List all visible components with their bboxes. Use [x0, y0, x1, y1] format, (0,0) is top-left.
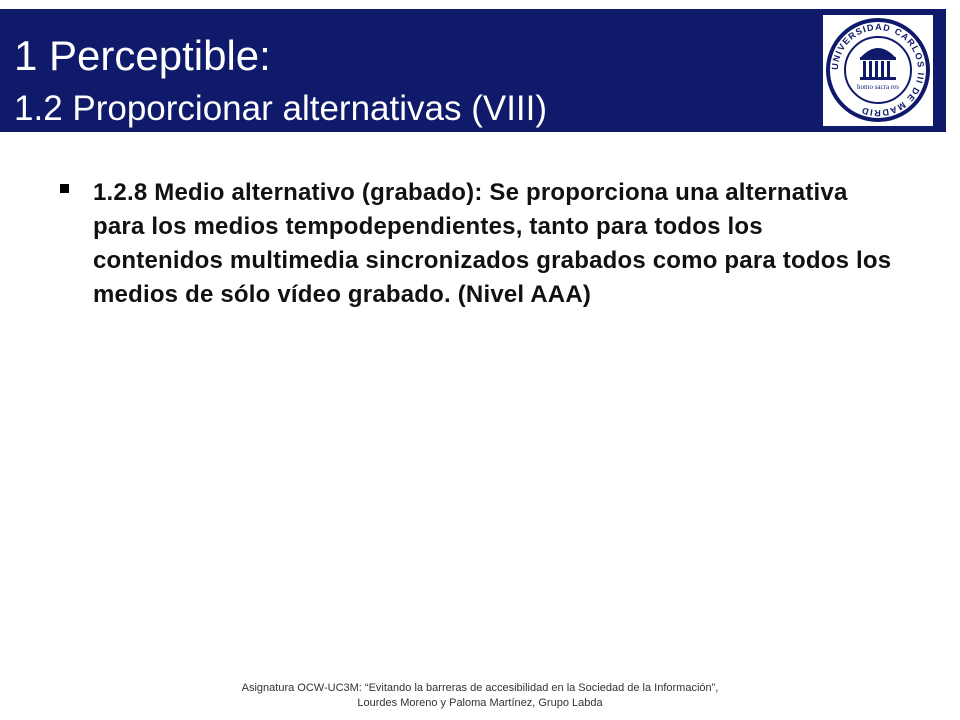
slide-subtitle: 1.2 Proporcionar alternativas (VIII): [14, 89, 548, 128]
bullet-square-icon: [60, 184, 69, 193]
bullet-item: 1.2.8 Medio alternativo (grabado): Se proporciona una alternativa para los medios tempodependientes, tanto para todos los contenidos multimedia sincronizados grabados como para todos los medios de sólo vídeo grabado. (Nivel AAA): [93, 179, 892, 308]
footer: [0, 681, 960, 711]
university-logo: [823, 15, 933, 126]
footer-course-line: Asignatura OCW-UC3M: “Evitando la barreras de accesibilidad en la Sociedad de la Información”,: [241, 682, 719, 694]
university-seal-icon: [823, 15, 933, 126]
seal-motto: homo sacra res: [857, 83, 899, 91]
footer-authors-line: Lourdes Moreno y Paloma Martínez, Grupo Labda: [357, 697, 603, 709]
slide-title: 1 Perceptible:: [14, 32, 271, 79]
seal-ring-text: UNIVERSIDAD CARLOS III DE MADRID: [829, 21, 927, 119]
title-bar: [0, 9, 946, 132]
